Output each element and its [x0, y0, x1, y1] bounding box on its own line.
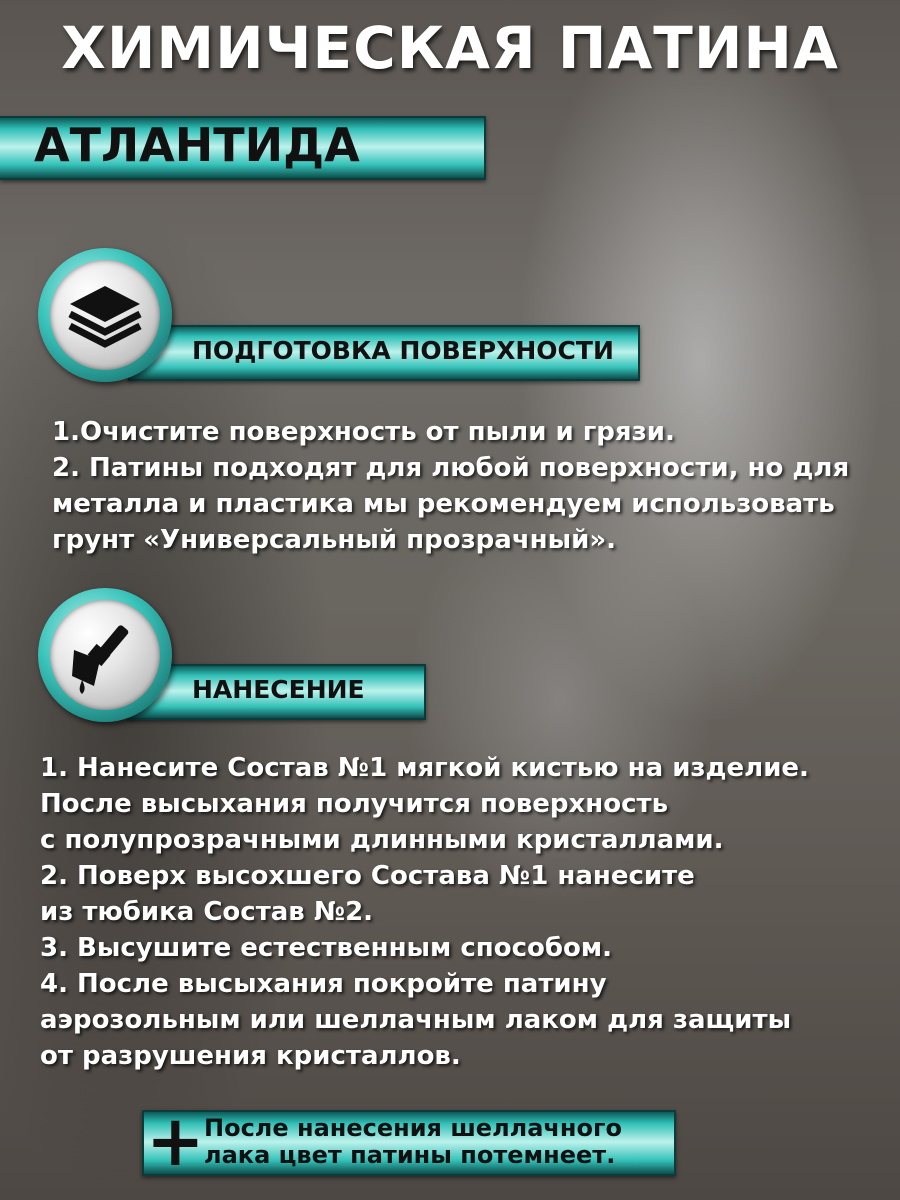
instruction-line: грунт «Универсальный прозрачный». — [52, 525, 617, 555]
instruction-line: с полупрозрачными длинными кристаллами. — [40, 825, 724, 855]
section-heading-preparation: ПОДГОТОВКА ПОВЕРХНОСТИ — [192, 336, 614, 365]
instruction-line: После высыхания получится поверхность — [40, 789, 669, 819]
instruction-line: от разрушения кристаллов. — [40, 1041, 461, 1071]
preparation-instructions — [52, 414, 849, 558]
note-text — [204, 1115, 622, 1169]
application-instructions — [40, 750, 809, 1074]
note-line: После нанесения шеллачного — [204, 1114, 623, 1142]
instruction-line: 4. После высыхания покройте патину — [40, 969, 607, 999]
instruction-line: 2. Поверх высохшего Состава №1 нанесите — [40, 861, 695, 891]
layers-icon-badge — [38, 248, 172, 382]
instruction-line: 1. Нанесите Состав №1 мягкой кистью на изделие. — [40, 753, 809, 783]
paint-brush-icon-badge — [38, 588, 172, 722]
page-title: ХИМИЧЕСКАЯ ПАТИНА — [61, 14, 839, 82]
instruction-line: аэрозольным или шеллачным лаком для защиты — [40, 1005, 792, 1035]
note-line: лака цвет патины потемнеет. — [204, 1141, 616, 1169]
instruction-line: 3. Высушите естественным способом. — [40, 933, 613, 963]
plus-icon: + — [146, 1100, 205, 1182]
instruction-line: из тюбика Состав №2. — [40, 897, 374, 927]
instruction-line: металла и пластика мы рекомендуем использовать — [52, 489, 835, 519]
section-heading-application: НАНЕСЕНИЕ — [192, 675, 365, 704]
subtitle-label: АТЛАНТИДА — [34, 118, 360, 172]
instruction-line: 2. Патины подходят для любой поверхности, но для — [52, 453, 850, 483]
instruction-line: 1.Очистите поверхность от пыли и грязи. — [52, 417, 675, 447]
